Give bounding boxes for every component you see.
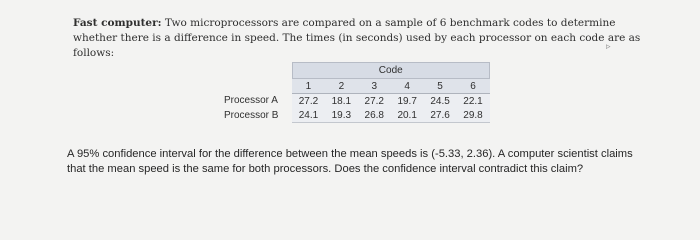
table-cell: 18.1 [325, 94, 358, 109]
table-cell: 26.8 [358, 108, 391, 123]
table-cell: 22.1 [457, 94, 490, 109]
code-number: 2 [325, 79, 358, 94]
table-cell: 19.7 [391, 94, 424, 109]
table-cell: 24.5 [424, 94, 457, 109]
table-cell: 27.6 [424, 108, 457, 123]
benchmark-table [224, 62, 490, 123]
code-number: 1 [292, 79, 325, 94]
problem-text: Two microprocessors are compared on a sample of 6 benchmark codes to determine whether there is a difference in speed. The times (in seconds) used by each processor on each code are as follows: [73, 17, 641, 59]
code-number: 3 [358, 79, 391, 94]
code-number: 5 [424, 79, 457, 94]
table-cell: 24.1 [292, 108, 325, 123]
table-header-row [224, 63, 490, 79]
code-number: 6 [457, 79, 490, 94]
row-label: Processor B [224, 109, 279, 121]
code-number: 4 [391, 79, 424, 94]
table-cell: 27.2 [292, 94, 325, 109]
table-cell: 20.1 [391, 108, 424, 123]
question-text: A 95% confidence interval for the difference between the mean speeds is (-5.33, 2.36). A computer scientist claims that the mean speed is the same for both processors. Does the confidence interval contradict this claim? [67, 148, 633, 175]
table-cell: 29.8 [457, 108, 490, 123]
problem-lead: Fast computer: [73, 17, 162, 29]
code-number-row [224, 79, 490, 94]
table-row [224, 94, 490, 109]
problem-statement [73, 16, 643, 61]
table-row [224, 108, 490, 123]
table-cell: 19.3 [325, 108, 358, 123]
table-cell: 27.2 [358, 94, 391, 109]
row-label: Processor A [224, 95, 278, 107]
mouse-cursor-icon: ▹ [606, 42, 611, 52]
code-header: Code [292, 63, 490, 79]
